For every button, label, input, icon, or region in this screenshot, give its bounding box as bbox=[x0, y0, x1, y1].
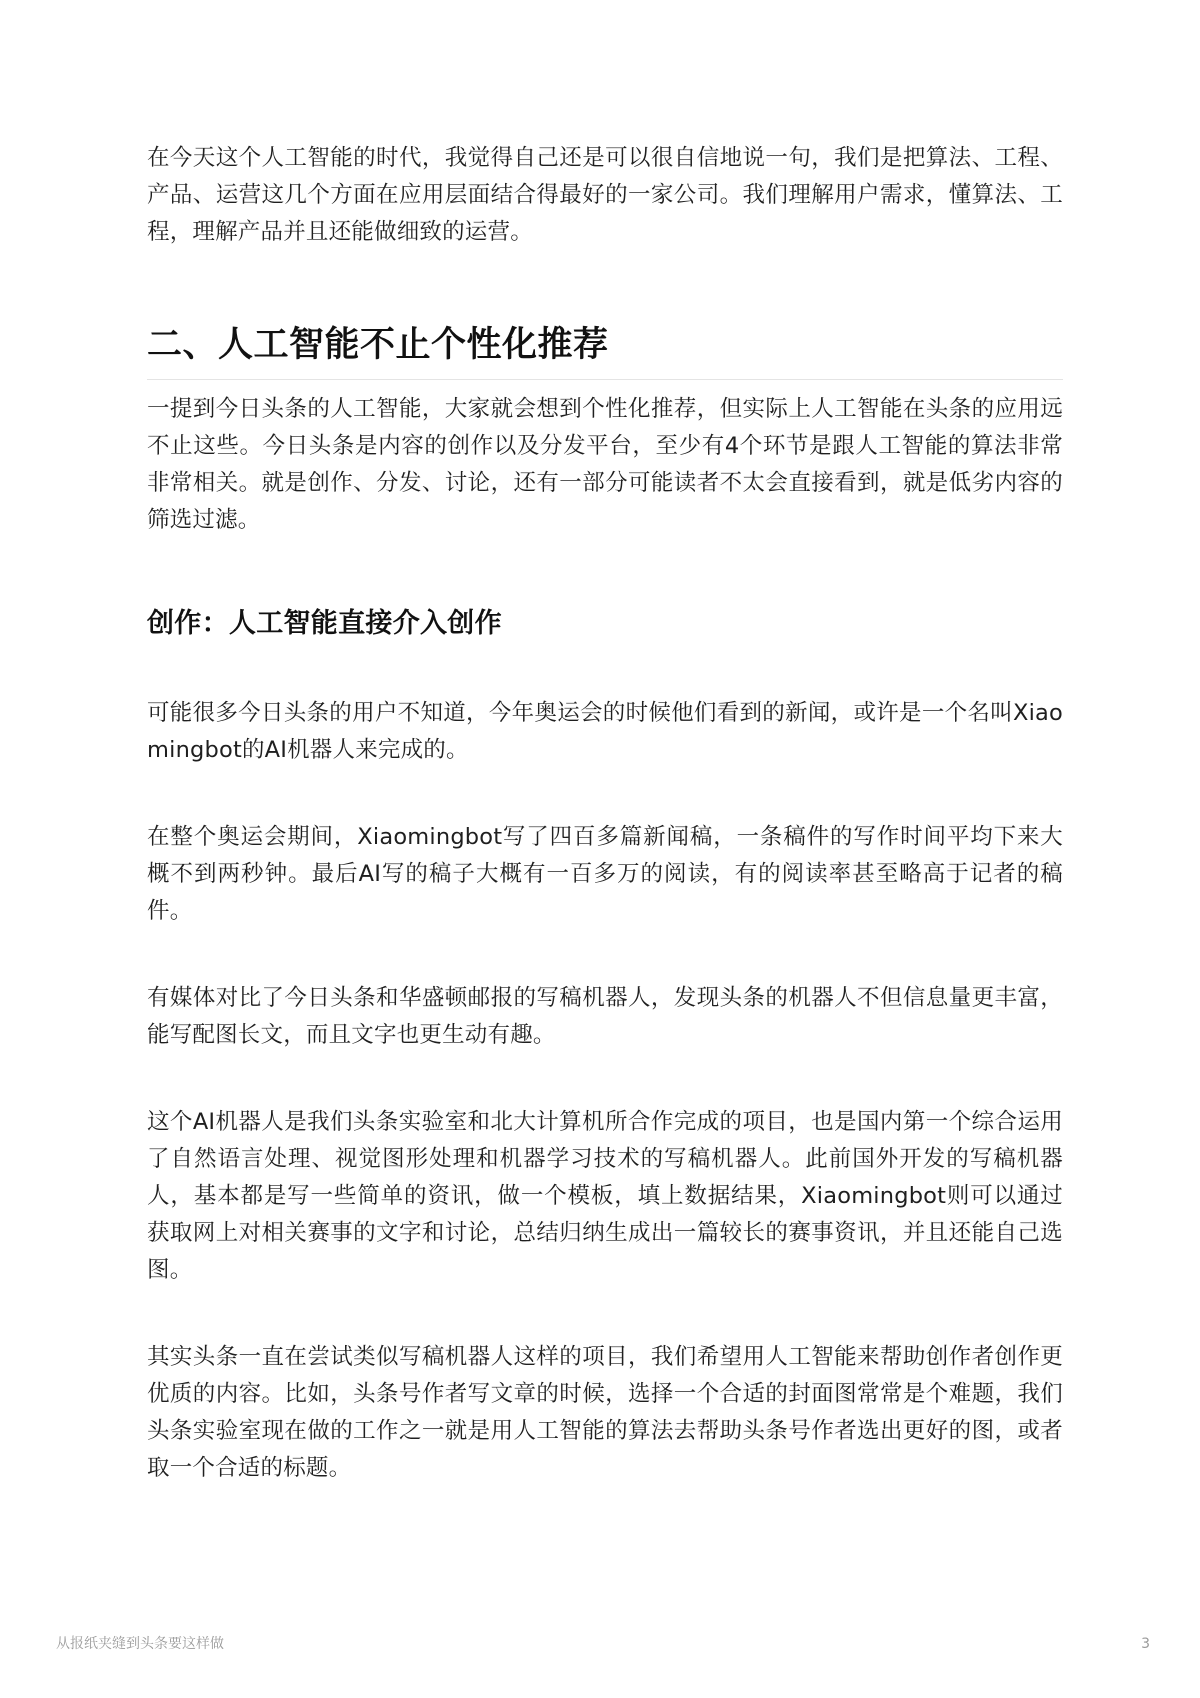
body-paragraph-3: 有媒体对比了今日头条和华盛顿邮报的写稿机器人，发现头条的机器人不但信息量更丰富，能写配图长文，而且文字也更生动有趣。 bbox=[147, 985, 1063, 1048]
intro-paragraph: 在今天这个人工智能的时代，我觉得自己还是可以很自信地说一句，我们是把算法、工程、产品、运营这几个方面在应用层面结合得最好的一家公司。我们理解用户需求，懂算法、工程，理解产品并且还能做细致的运营。 bbox=[147, 145, 1063, 245]
subsection-heading: 创作：人工智能直接介入创作 bbox=[147, 608, 502, 639]
section-paragraph: 一提到今日头条的人工智能，大家就会想到个性化推荐，但实际上人工智能在头条的应用远不止这些。今日头条是内容的创作以及分发平台，至少有4个环节是跟人工智能的算法非常非常相关。就是创作、分发、讨论，还有一部分可能读者不太会直接看到，就是低劣内容的筛选过滤。 bbox=[147, 396, 1063, 533]
footer-page-number: 3 bbox=[1141, 1636, 1150, 1652]
body-paragraph-4: 这个AI机器人是我们头条实验室和北大计算机所合作完成的项目，也是国内第一个综合运用了自然语言处理、视觉图形处理和机器学习技术的写稿机器人。此前国外开发的写稿机器人，基本都是写一些简单的资讯，做一个模板，填上数据结果，Xiaomingbot则可以通过获取网上对相关赛事的文字和讨论，总结归纳生成出一篇较长的赛事资讯，并且还能自己选图。 bbox=[147, 1109, 1063, 1283]
section-heading: 二、人工智能不止个性化推荐 bbox=[147, 325, 609, 365]
body-paragraph-1: 可能很多今日头条的用户不知道，今年奥运会的时候他们看到的新闻，或许是一个名叫Xiaomingbot的AI机器人来完成的。 bbox=[147, 700, 1063, 763]
footer-document-title: 从报纸夹缝到头条要这样做 bbox=[56, 1636, 224, 1652]
body-paragraph-2: 在整个奥运会期间，Xiaomingbot写了四百多篇新闻稿，一条稿件的写作时间平均下来大概不到两秒钟。最后AI写的稿子大概有一百多万的阅读，有的阅读率甚至略高于记者的稿件。 bbox=[147, 824, 1063, 924]
document-body bbox=[147, 140, 1063, 1487]
body-paragraph-5: 其实头条一直在尝试类似写稿机器人这样的项目，我们希望用人工智能来帮助创作者创作更优质的内容。比如，头条号作者写文章的时候，选择一个合适的封面图常常是个难题，我们头条实验室现在做的工作之一就是用人工智能的算法去帮助头条号作者选出更好的图，或者取一个合适的标题。 bbox=[147, 1344, 1063, 1481]
